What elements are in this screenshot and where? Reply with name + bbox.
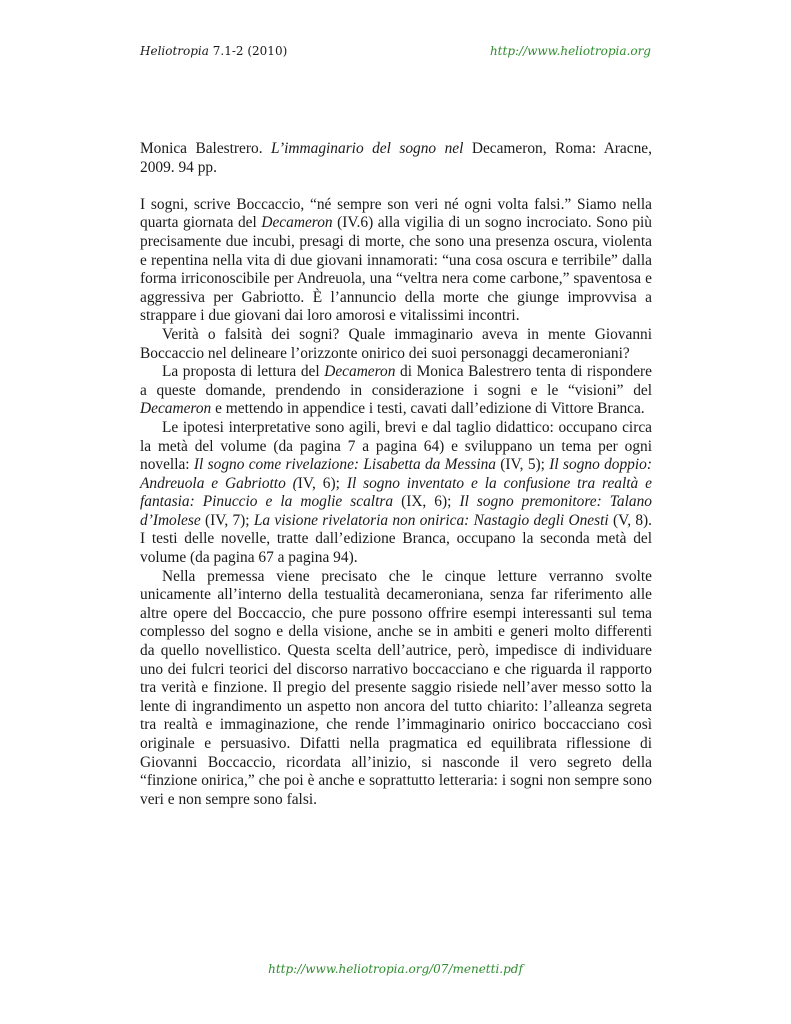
paragraph-4 (140, 419, 652, 568)
book-publication: , Roma: Aracne, 2009. 94 pp. (140, 140, 652, 176)
footer-url-link[interactable]: http://www.heliotropia.org/07/menetti.pdf (268, 962, 523, 976)
text-run-italic: Il sogno inventato e la confusione tra realtà e fantasia: Pinuccio e la moglie scaltra (140, 474, 652, 511)
review-body (140, 140, 652, 809)
book-citation (140, 140, 652, 177)
review-text (140, 196, 652, 810)
paragraph-1 (140, 196, 652, 326)
text-run-italic: La visione rivelatoria non onirica: Nastagio degli Onesti (253, 511, 609, 529)
journal-citation (140, 44, 287, 58)
text-run: Le ipotesi interpretative sono agili, brevi e dal taglio didattico: occupano circa la metà del volume (da pagina 7 a pagina 64) e sviluppano un tema per ogni novella: (140, 418, 652, 474)
text-run-italic: Il sogno come rivelazione: Lisabetta da Messina (193, 456, 496, 474)
book-author: Monica Balestrero. (140, 140, 263, 157)
text-run: (IX, 6); (393, 493, 460, 511)
paragraph-2: Verità o falsità dei sogni? Quale immaginario aveva in mente Giovanni Boccaccio nel delineare l’orizzonte onirico dei suoi personaggi decameroniani? (140, 325, 652, 362)
paragraph-5: Nella premessa viene precisato che le cinque letture verranno svolte unicamente all’interno della testualità decameroniana, senza far riferimento alle altre opere del Boccaccio, che pure possono offrire esempi interessanti sul tema complesso del sogno e della visione, anche se in ambiti e generi molto differenti da quello novellistico. Questa scelta dell’autrice, però, impedisce di individuare uno dei fulcri teorici del discorso narrativo boccacciano e che riguarda il rapporto tra verità e finzione. Il pregio del presente saggio risiede nell’aver messo sotto la lente di ingrandimento un aspetto non ancora del tutto chiarito: l’alleanza segreta tra realtà e immaginazione, che rende l’immaginario onirico boccacciano così originale e persuasivo. Difatti nella pragmatica ed equilibrata riflessione di Giovanni Boccaccio, ricordata all’inizio, si nasconde il vero segreto della “finzione onirica,” che poi è anche e soprattutto letteraria: i sogni non sempre sono veri e non sempre sono falsi. (140, 567, 652, 808)
text-run-italic: Decameron (140, 400, 212, 418)
text-run: (IV.6) alla vigilia di un sogno incrociato. Sono più precisamente due incubi, presagi di morte, che sono una presenza oscura, violenta e repentina nella vita di due giovani innamorati: “una cosa oscura e terribile” dalla forma irriconoscibile per Andreuola, una “veltra nera come carbone,” spaventosa e aggressiva per Gabriotto. È l’annuncio della morte che giunge improvvisa a strappare i due giovani dai loro amorosi e vitalissimi incontri. (140, 214, 652, 325)
paragraph-3 (140, 363, 652, 419)
book-title-part: L’immaginario del sogno nel (271, 140, 464, 157)
text-run-italic: Il sogno doppio: Andreuola e Gabriotto ( (140, 456, 652, 492)
text-run-italic: Il sogno premonitore: Talano d’Imolese (140, 493, 652, 529)
book-title-work: Decameron (471, 140, 543, 157)
journal-issue: 7.1-2 (2010) (212, 44, 288, 58)
text-run: e mettendo in appendice i testi, cavati dall’edizione di Vittore Branca. (211, 400, 645, 418)
text-run: (IV, 5); (495, 456, 550, 474)
text-run: di Monica Balestrero tenta di rispondere a queste domande, prendendo in considerazione i sogni e le “visioni” del (140, 363, 652, 399)
text-run: La proposta di lettura del (162, 363, 325, 381)
text-run: (V, 8). I testi delle novelle, tratte dall’edizione Branca, occupano la seconda metà del volume (da pagina 67 a pagina 94). (140, 511, 652, 567)
text-run: IV, 6); (297, 474, 347, 492)
text-run: (IV, 7); (200, 511, 254, 529)
text-run: I sogni, scrive Boccaccio, “né sempre son veri né ogni volta falsi.” Siamo nella quarta giornata del (140, 195, 652, 232)
text-run-italic: Decameron (324, 363, 396, 381)
journal-url-link[interactable]: http://www.heliotropia.org (489, 44, 651, 58)
journal-name: Heliotropia (140, 44, 209, 58)
text-run-italic: Decameron (261, 214, 333, 232)
